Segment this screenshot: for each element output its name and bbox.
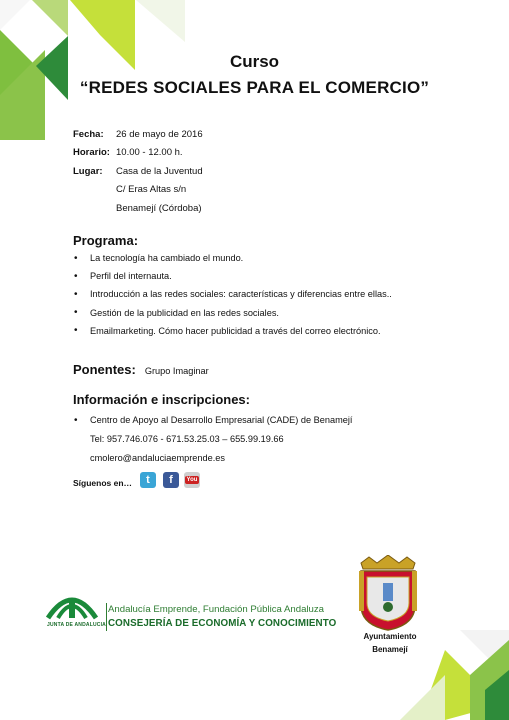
list-item: • La tecnología ha cambiado el mundo.	[74, 252, 244, 264]
lugar-label: Lugar:	[73, 165, 103, 177]
divider	[106, 603, 107, 631]
centro-text: Centro de Apoyo al Desarrollo Empresarial (CADE) de Benamejí	[90, 415, 353, 426]
facebook-icon[interactable]: f	[163, 472, 179, 488]
email-link[interactable]: cmolero@andaluciaemprende.es	[90, 453, 225, 463]
junta-label: JUNTA DE ANDALUCIA	[47, 622, 106, 628]
course-details	[73, 125, 203, 218]
informacion-list	[74, 411, 352, 429]
course-title: “REDES SOCIALES PARA EL COMERCIO”	[79, 78, 430, 97]
corner-decoration-bottom	[400, 630, 509, 720]
siguenos-label: Síguenos en…	[73, 478, 133, 488]
ponentes-heading: Ponentes:	[73, 362, 136, 377]
programa-heading: Programa:	[73, 233, 139, 248]
informacion-heading: Información e inscripciones:	[73, 392, 250, 407]
ponentes-value: Grupo Imaginar	[144, 366, 209, 376]
benameji-coat-of-arms	[353, 555, 423, 631]
junta-andalucia-logo	[44, 588, 100, 622]
list-item: • Perfil del internauta.	[74, 270, 172, 282]
list-item: • Centro de Apoyo al Desarrollo Empresarial (CADE) de Benamejí	[74, 414, 353, 426]
horario-label: Horario:	[73, 147, 110, 159]
andalucia-emprende-text: Andalucía Emprende, Fundación Pública Andaluza	[108, 604, 325, 615]
ayuntamiento-label: Ayuntamiento	[363, 632, 417, 641]
youtube-icon[interactable]: You	[184, 472, 200, 488]
lugar-line: C/ Eras Altas s/n	[116, 184, 187, 196]
benameji-label: Benamejí	[372, 645, 408, 654]
fecha-value: 26 de mayo de 2016	[116, 128, 203, 140]
programa-list	[74, 249, 392, 340]
lugar-line: Casa de la Juventud	[116, 165, 203, 177]
course-label: Curso	[229, 52, 280, 71]
lugar-line: Benamejí (Córdoba)	[116, 202, 202, 214]
phone-text: Tel: 957.746.076 - 671.53.25.03 – 655.99.19.66	[90, 434, 284, 444]
list-item: • Emailmarketing. Cómo hacer publicidad a través del correo electrónico.	[74, 325, 381, 337]
twitter-icon[interactable]: t	[140, 472, 156, 488]
fecha-label: Fecha:	[73, 128, 104, 140]
ponentes-section	[73, 362, 209, 377]
horario-value: 10.00 - 12.00 h.	[116, 147, 183, 159]
list-item: • Introducción a las redes sociales: características y diferencias entre ellas..	[74, 288, 392, 300]
list-item: • Gestión de la publicidad en las redes sociales.	[74, 307, 279, 319]
consejeria-text: CONSEJERÍA DE ECONOMÍA Y CONOCIMIENTO	[108, 618, 337, 629]
